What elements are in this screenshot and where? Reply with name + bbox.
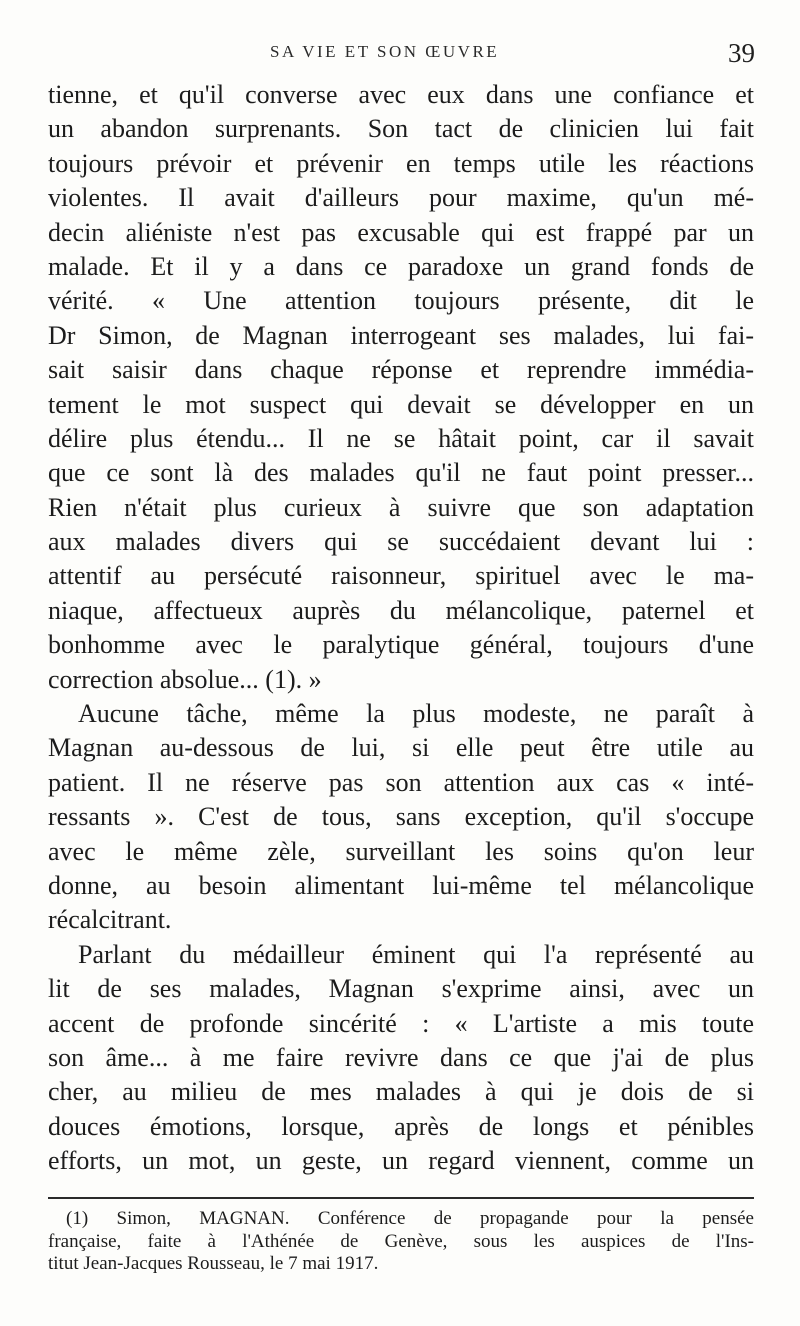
footnote (48, 1208, 754, 1276)
text-line: malade. Et il y a dans ce paradoxe un grand fonds de (48, 251, 754, 281)
text-line: Rien n'était plus curieux à suivre que son adaptation (48, 492, 754, 522)
text-line: délire plus étendu... Il ne se hâtait point, car il savait (48, 423, 754, 453)
text-line: un abandon surprenants. Son tact de clinicien lui fait (48, 114, 754, 144)
text-line: Dr Simon, de Magnan interrogeant ses malades, lui fai- (48, 320, 754, 350)
text-line: niaque, affectueux auprès du mélancolique, paternel et (48, 595, 754, 625)
text-line: attentif au persécuté raisonneur, spirituel avec le ma- (48, 561, 754, 591)
text-line: son âme... à me faire revivre dans ce que j'ai de plus (48, 1042, 754, 1072)
text-line: avec le même zèle, surveillant les soins qu'on leur (48, 836, 754, 866)
text-line: violentes. Il avait d'ailleurs pour maxime, qu'un mé- (48, 183, 754, 213)
text-line: ressants ». C'est de tous, sans exception, qu'il s'occupe (48, 802, 754, 832)
footnote-line: (1) Simon, MAGNAN. Conférence de propagande pour la pensée (66, 1208, 754, 1229)
text-line: cher, au milieu de mes malades à qui je dois de si (48, 1077, 754, 1107)
text-line: patient. Il ne réserve pas son attention aux cas « inté- (48, 767, 754, 797)
footnote-rule (48, 1197, 754, 1199)
text-line: lit de ses malades, Magnan s'exprime ainsi, avec un (48, 974, 754, 1004)
footnote-line: française, faite à l'Athénée de Genève, sous les auspices de l'Ins- (48, 1230, 754, 1252)
text-line: decin aliéniste n'est pas excusable qui est frappé par un (48, 217, 754, 247)
text-line: correction absolue... (1). » (48, 664, 322, 694)
text-line: toujours prévoir et prévenir en temps utile les réactions (48, 148, 754, 178)
page-number: 39 (728, 38, 755, 68)
text-line: donne, au besoin alimentant lui-même tel mélancolique (48, 870, 754, 900)
text-line: accent de profonde sincérité : « L'artiste a mis toute (48, 1008, 754, 1038)
text-line: tienne, et qu'il converse avec eux dans une confiance et (48, 80, 754, 109)
text-line: efforts, un mot, un geste, un regard viennent, comme un (48, 1146, 754, 1176)
text-line: vérité. « Une attention toujours présente, dit le (48, 286, 754, 316)
text-line: Magnan au-dessous de lui, si elle peut être utile au (48, 733, 754, 763)
body-text (48, 78, 754, 1179)
text-line: tement le mot suspect qui devait se développer en un (48, 389, 754, 419)
running-head (0, 38, 800, 68)
text-line: bonhomme avec le paralytique général, toujours d'une (48, 630, 754, 660)
running-title: SA VIE ET SON ŒUVRE (270, 42, 500, 61)
text-line: sait saisir dans chaque réponse et reprendre immédia- (48, 355, 754, 385)
paragraph-start-line: Parlant du médailleur éminent qui l'a représenté au (78, 939, 754, 969)
paragraph-start-line: Aucune tâche, même la plus modeste, ne paraît à (78, 699, 754, 729)
text-line: douces émotions, lorsque, après de longs et pénibles (48, 1111, 754, 1141)
text-line: aux malades divers qui se succédaient devant lui : (48, 527, 754, 557)
footnote-line: titut Jean-Jacques Rousseau, le 7 mai 1917. (48, 1253, 379, 1274)
text-line: récalcitrant. (48, 905, 172, 935)
text-line: que ce sont là des malades qu'il ne faut point presser... (48, 458, 754, 488)
